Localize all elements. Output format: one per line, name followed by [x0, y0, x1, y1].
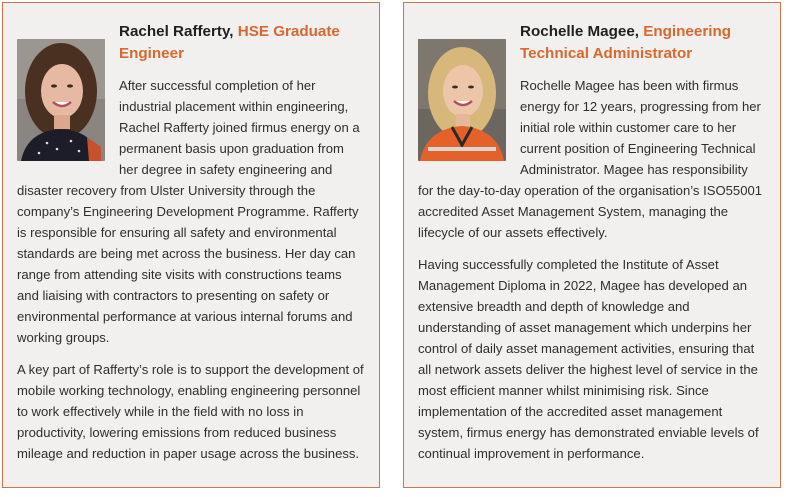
profile-name: Rachel Rafferty,	[119, 23, 234, 40]
profile-paragraph: After successful completion of her industrial placement within engineering, Rachel Rafferty joined firmus energy on a permanent basis upon graduation from her degree in safety engineering and disaster recovery from Ulster University through the company’s Engineering Development Programme. Rafferty is responsible for ensuring all safety and environmental standards are being met across the business. Her day can range from attending site visits with constructions teams and liaising with contractors to presenting on safety or environmental performance at various internal forums and working groups.	[17, 78, 360, 345]
profile-name: Rochelle Magee,	[520, 23, 640, 40]
profile-role: HSE Graduate Engineer	[119, 23, 340, 62]
profile-card-rachel	[2, 2, 380, 488]
profile-paragraph: A key part of Rafferty’s role is to support the development of mobile working technology, enabling engineering personnel to work effectively while in the field with no loss in productivity, lowering emissions from reduced business mileage and reduction in paper usage across the business.	[17, 362, 364, 461]
profile-card-rochelle	[403, 2, 781, 488]
profile-role: Engineering Technical Administrator	[520, 23, 732, 62]
profile-paragraph: Rochelle Magee has been with firmus energy for 12 years, progressing from her initial role within customer care to her current position of Engineering Technical Administrator. Magee has responsibility for the day-to-day operation of the organisation’s ISO55001 accredited Asset Management System, managing the lifecycle of our assets effectively.	[418, 78, 763, 240]
profile-paragraph: Having successfully completed the Institute of Asset Management Diploma in 2022, Magee has developed an extensive breadth and depth of knowledge and understanding of asset management which underpins her control of daily asset management activities, ensuring that all network assets deliver the highest level of service in the most efficient manner whilst minimising risk. Since implementation of the accredited asset management system, firmus energy has demonstrated enviable levels of continual improvement in performance.	[418, 257, 759, 461]
portrait-photo	[418, 39, 506, 161]
portrait-photo	[17, 39, 105, 161]
